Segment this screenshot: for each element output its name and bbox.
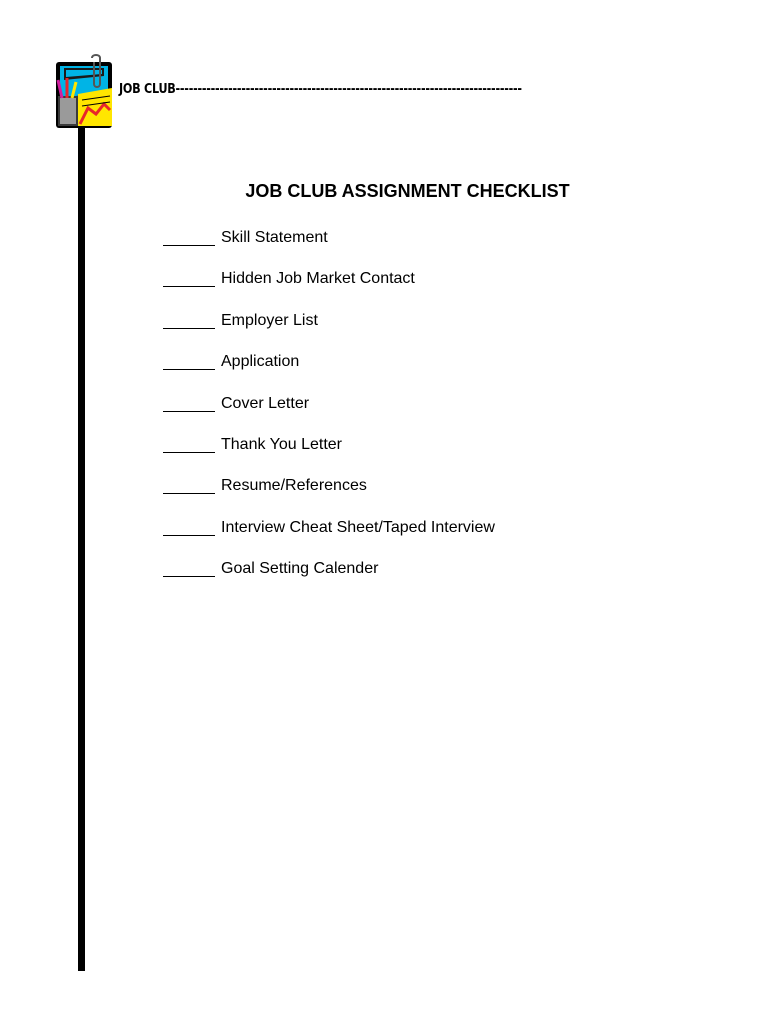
checkmark-blank[interactable] (163, 394, 215, 412)
checklist-item (163, 518, 495, 559)
checklist-item (163, 269, 495, 310)
checklist-item (163, 394, 495, 435)
checklist-item (163, 559, 495, 600)
checkmark-blank[interactable] (163, 352, 215, 370)
checkmark-blank[interactable] (163, 228, 215, 246)
checkmark-blank[interactable] (163, 311, 215, 329)
checklist-item-label: Employer List (221, 311, 318, 329)
checkmark-blank[interactable] (163, 518, 215, 536)
checkmark-blank[interactable] (163, 559, 215, 577)
left-margin-rule (78, 120, 85, 971)
clipboard-with-pencils-icon (52, 54, 118, 130)
page-title: JOB CLUB ASSIGNMENT CHECKLIST (245, 181, 570, 201)
checklist-item-label: Skill Statement (221, 229, 328, 246)
assignment-checklist (163, 228, 495, 601)
checklist-item (163, 435, 495, 476)
checkmark-blank[interactable] (163, 476, 215, 494)
checklist-item-label: Resume/References (221, 477, 367, 495)
header-running-title: JOB CLUB------------------------------------------------------------------------------- (119, 82, 522, 97)
checklist-item-label: Thank You Letter (221, 435, 342, 453)
checklist-item-label: Goal Setting Calender (221, 560, 379, 578)
checklist-item (163, 476, 495, 517)
checklist-item-label: Interview Cheat Sheet/Taped Interview (221, 518, 495, 536)
checklist-item (163, 228, 495, 269)
checkmark-blank[interactable] (163, 435, 215, 453)
checklist-item (163, 311, 495, 352)
checklist-item (163, 352, 495, 393)
checklist-item-label: Application (221, 353, 300, 371)
checkmark-blank[interactable] (163, 269, 215, 287)
checklist-item-label: Cover Letter (221, 394, 310, 412)
checklist-item-label: Hidden Job Market Contact (221, 270, 415, 288)
